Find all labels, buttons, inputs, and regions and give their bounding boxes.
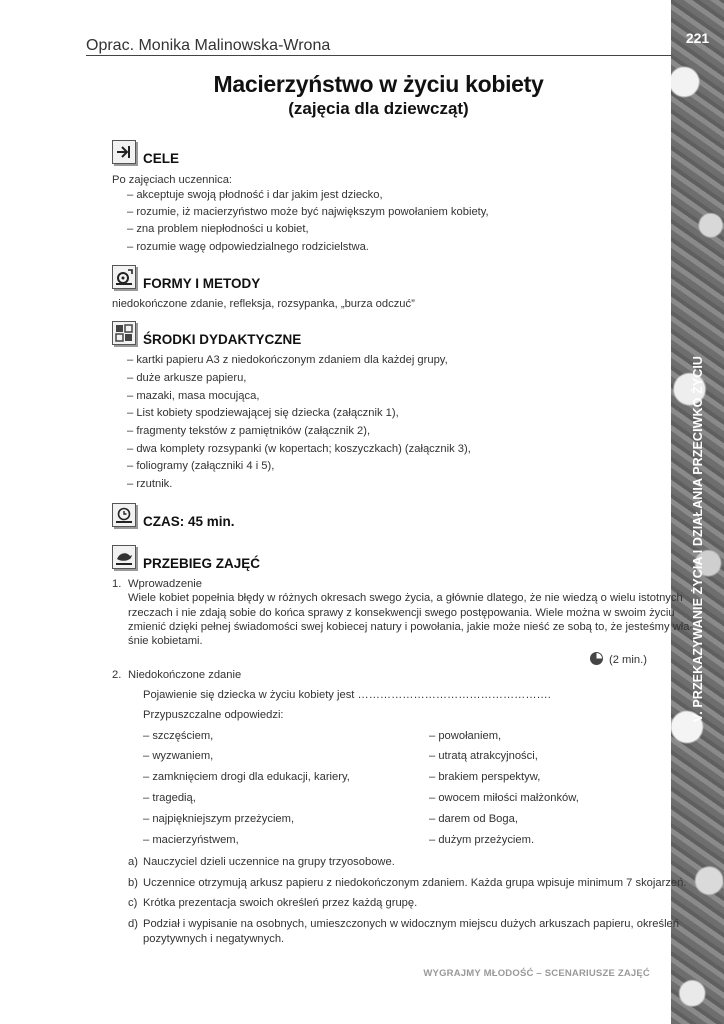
section-heading-czas: CZAS: 45 min. xyxy=(143,514,235,529)
step1-time xyxy=(590,652,647,666)
answer-right: – owocem miłości małżonków, xyxy=(429,792,579,804)
cele-item: – rozumie wagę odpowiedzialnego rodzicielstwa. xyxy=(127,241,369,253)
step1-paragraph-line: śnie kobietami. xyxy=(128,635,203,647)
substep-text: Uczennice otrzymują arkusz papieru z niedokończonym zdaniem. Każda grupa wpisuje minimum 7 skojarzeń. xyxy=(143,877,687,889)
srodki-item: – kartki papieru A3 z niedokończonym zdaniem dla każdej grupy, xyxy=(127,354,448,366)
section-heading-srodki: ŚRODKI DYDAKTYCZNE xyxy=(143,332,302,347)
answer-right: – brakiem perspektyw, xyxy=(429,771,541,783)
section-heading-przebieg: PRZEBIEG ZAJĘĆ xyxy=(143,556,261,571)
answer-left: – zamknięciem drogi dla edukacji, kariery, xyxy=(143,771,350,783)
substep-letter: c) xyxy=(128,897,138,909)
answer-left: – szczęściem, xyxy=(143,730,214,742)
header-divider xyxy=(86,55,671,56)
arrow-in-icon xyxy=(112,140,136,164)
substep-text: Nauczyciel dzieli uczennice na grupy trzyosobowe. xyxy=(143,856,395,868)
substep-text: Krótka prezentacja swoich określeń przez każdą grupę. xyxy=(143,897,418,909)
answer-right: – dużym przeżyciem. xyxy=(429,834,535,846)
step-number: 1. xyxy=(112,578,122,590)
answer-left: – macierzyństwem, xyxy=(143,834,239,846)
srodki-item: – rzutnik. xyxy=(127,478,173,490)
cele-intro: Po zajęciach uczennica: xyxy=(112,174,233,186)
page-number: 221 xyxy=(685,30,710,46)
clock-icon xyxy=(112,503,136,527)
answer-left: – najpiękniejszym przeżyciem, xyxy=(143,813,295,825)
step-title: Wprowadzenie xyxy=(128,578,202,590)
author-line-text: Oprac. Monika Malinowska-Wrona xyxy=(86,37,331,54)
substep-letter: b) xyxy=(128,877,138,889)
page-subtitle: (zajęcia dla dziewcząt) xyxy=(288,99,469,118)
page-title: Macierzyństwo w życiu kobiety xyxy=(213,71,544,97)
substep-text: pozytywnych i negatywnych. xyxy=(143,933,285,945)
srodki-item: – mazaki, masa mocująca, xyxy=(127,390,260,402)
side-chapter-title: V. PRZEKAZYWANIE ŻYCIA I DZIAŁANIA PRZECIWKO ŻYCIU xyxy=(690,355,705,723)
cele-item: – zna problem niepłodności u kobiet, xyxy=(127,223,309,235)
srodki-item: – fragmenty tekstów z pamiętników (załącznik 2), xyxy=(127,425,371,437)
step1-paragraph-line: zmienić dzięki pełnej świadomości swej kobiecej natury i powołania, jakie może nieść ze sobą to, że jesteśmy wła- xyxy=(128,621,694,633)
timer-icon xyxy=(590,652,603,665)
answer-right: – utratą atrakcyjności, xyxy=(429,750,538,762)
answers-label: Przypuszczalne odpowiedzi: xyxy=(143,709,284,721)
srodki-item: – duże arkusze papieru, xyxy=(127,372,247,384)
answer-left: – tragedią, xyxy=(143,792,196,804)
answer-right: – powołaniem, xyxy=(429,730,502,742)
section-heading-cele: CELE xyxy=(143,151,180,166)
unfinished-sentence: Pojawienie się dziecka w życiu kobiety jest ……………………………………………. xyxy=(143,689,551,701)
section-heading-formy: FORMY I METODY xyxy=(143,276,261,291)
substep-letter: d) xyxy=(128,918,138,930)
srodki-item: – dwa komplety rozsypanki (w kopertach; koszyczkach) (załącznik 3), xyxy=(127,443,471,455)
bird-icon xyxy=(112,545,136,569)
step-number: 2. xyxy=(112,669,122,681)
gear-icon xyxy=(112,265,136,289)
grid-icon xyxy=(112,321,136,345)
formy-text: niedokończone zdanie, refleksja, rozsypanka, „burza odczuć” xyxy=(112,298,415,310)
cele-item: – rozumie, iż macierzyństwo może być największym powołaniem kobiety, xyxy=(127,206,489,218)
srodki-item: – foliogramy (załączniki 4 i 5), xyxy=(127,460,275,472)
side-title-container xyxy=(671,334,724,744)
step1-paragraph-line: Wiele kobiet popełnia błędy w różnych okresach swego życia, a głównie dlatego, że nie wiedzą o wielu istotnych xyxy=(128,592,683,604)
cele-item: – akceptuje swoją płodność i dar jakim jest dziecko, xyxy=(127,189,383,201)
substep-text: Podział i wypisanie na osobnych, umieszczonych w widocznym miejscu dużych arkuszach papieru, określeń xyxy=(143,918,680,930)
step-title: Niedokończone zdanie xyxy=(128,669,242,681)
step1-paragraph-line: rzeczach i nie zdają sobie do końca sprawy z konsekwencji swego postępowania. Wiele można w swoim życiu xyxy=(128,607,675,619)
answer-left: – wyzwaniem, xyxy=(143,750,214,762)
step1-time-label: (2 min.) xyxy=(609,654,647,666)
substep-letter: a) xyxy=(128,856,138,868)
footer-text: WYGRAJMY MŁODOŚĆ – SCENARIUSZE ZAJĘĆ xyxy=(423,968,650,979)
srodki-item: – List kobiety spodziewającej się dziecka (załącznik 1), xyxy=(127,407,399,419)
answer-right: – darem od Boga, xyxy=(429,813,518,825)
